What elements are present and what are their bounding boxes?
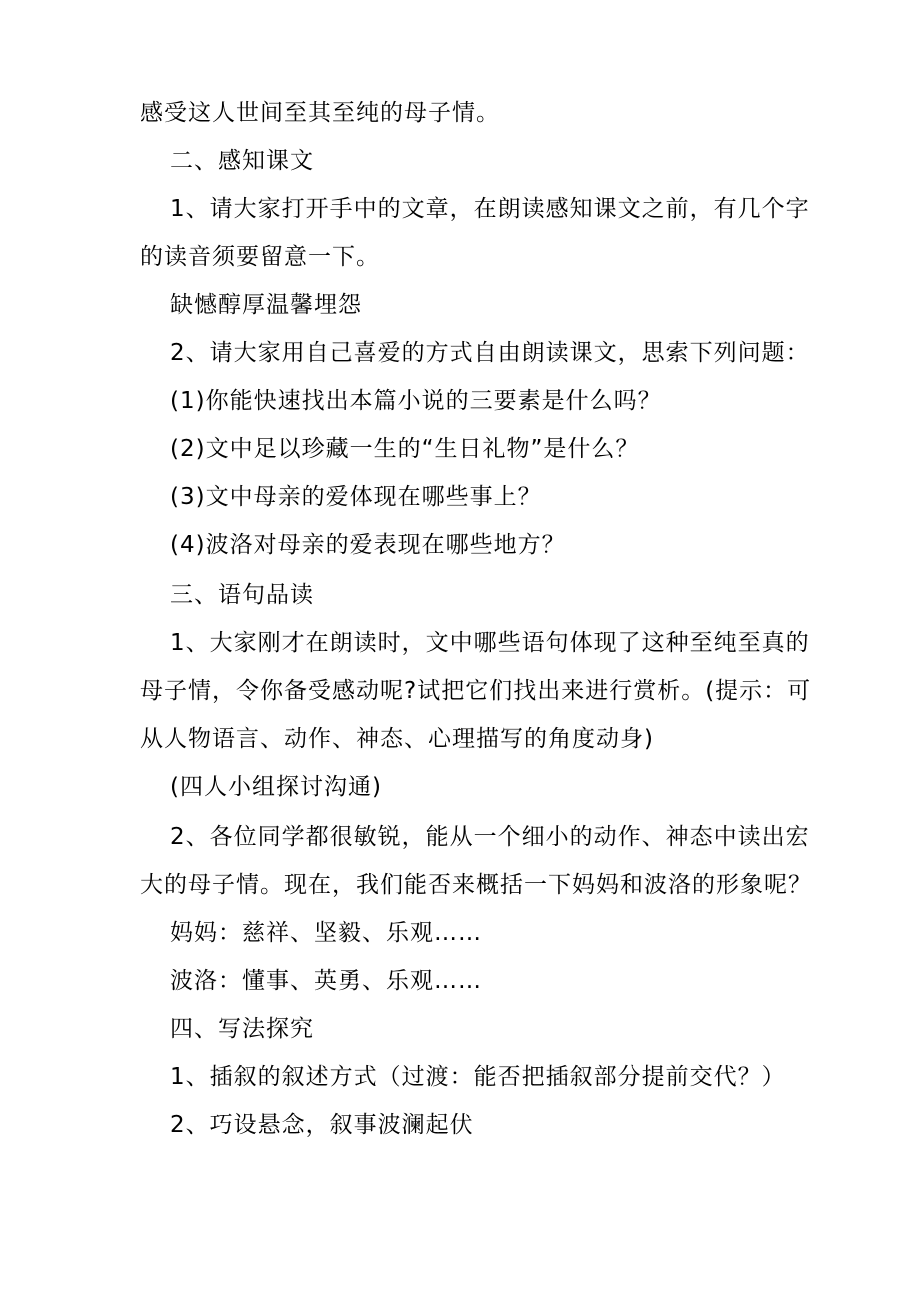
paragraph-line: 2、巧设悬念，叙事波澜起伏 [170, 1112, 474, 1138]
paragraph-line: 大的母子情。现在，我们能否来概括一下妈妈和波洛的形象呢？ [140, 872, 812, 898]
paragraph-line: 母子情，令你备受感动呢?试把它们找出来进行赏析。(提示：可 [140, 678, 812, 704]
question-item: (1)你能快速找出本篇小说的三要素是什么吗？ [170, 388, 662, 414]
paragraph-line: 1、大家刚才在朗读时，文中哪些语句体现了这种至纯至真的 [170, 630, 810, 656]
question-item: (4)波洛对母亲的爱表现在哪些地方？ [170, 532, 566, 558]
section-heading-3: 三、语句品读 [170, 582, 314, 608]
question-item: (3)文中母亲的爱体现在哪些事上？ [170, 484, 542, 510]
character-traits-boluo: 波洛：懂事、英勇、乐观…… [170, 968, 482, 994]
paragraph-line: 1、请大家打开手中的文章，在朗读感知课文之前，有几个字 [170, 196, 810, 222]
character-traits-mother: 妈妈：慈祥、坚毅、乐观…… [170, 920, 482, 946]
paragraph-line: 2、请大家用自己喜爱的方式自由朗读课文，思索下列问题： [170, 340, 810, 366]
paragraph-line: 2、各位同学都很敏锐，能从一个细小的动作、神态中读出宏 [170, 824, 810, 850]
vocabulary-list: 缺憾醇厚温馨埋怨 [170, 292, 362, 318]
paragraph-line: 从人物语言、动作、神态、心理描写的角度动身) [140, 726, 654, 752]
section-heading-2: 二、感知课文 [170, 148, 314, 174]
paragraph-line: (四人小组探讨沟通) [170, 774, 382, 800]
paragraph-continuation: 感受这人世间至其至纯的母子情。 [140, 100, 500, 126]
paragraph-line: 的读音须要留意一下。 [140, 244, 380, 270]
section-heading-4: 四、写法探究 [170, 1016, 314, 1042]
paragraph-line: 1、插叙的叙述方式（过渡：能否把插叙部分提前交代？） [170, 1064, 786, 1090]
question-item: (2)文中足以珍藏一生的“生日礼物”是什么？ [170, 436, 640, 462]
